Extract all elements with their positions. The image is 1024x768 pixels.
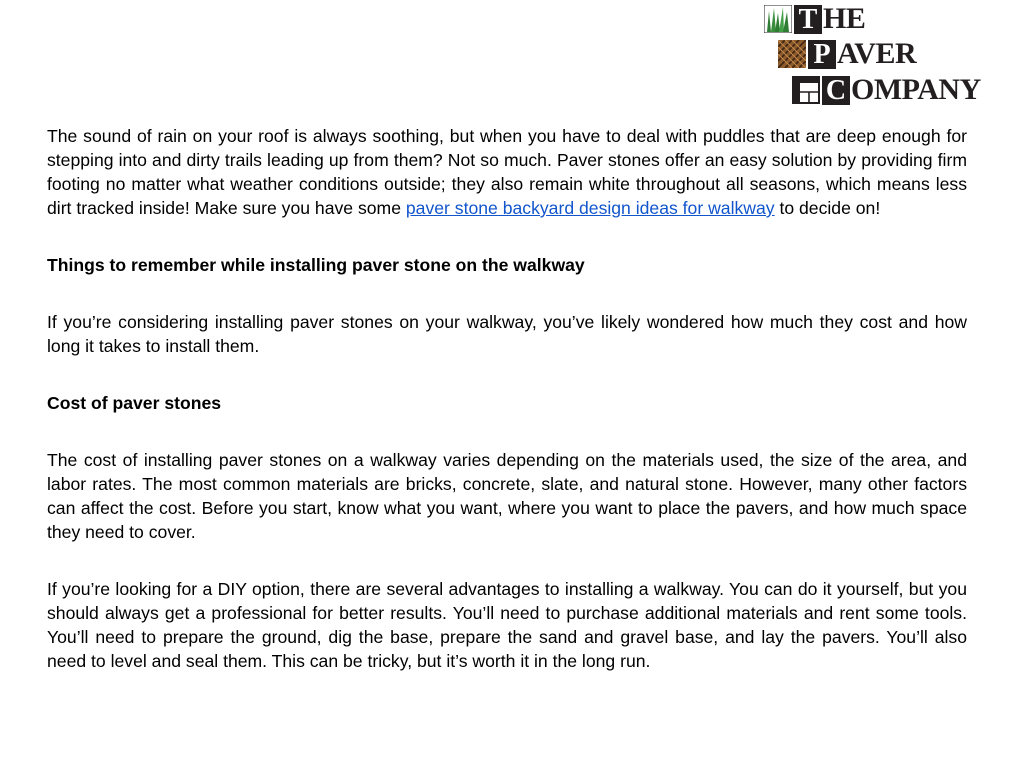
- logo-text-the: HE: [823, 2, 866, 35]
- section-heading-installing: Things to remember while installing paver stone on the walkway: [47, 255, 585, 275]
- logo-row-company: [792, 75, 981, 105]
- section-heading-cost: Cost of paver stones: [47, 393, 222, 413]
- article-body: [47, 124, 967, 706]
- logo-row-the: [764, 4, 865, 34]
- intro-paragraph: [47, 124, 967, 220]
- considering-paragraph: If you’re considering installing paver stones on your walkway, you’ve likely wondered how much they cost and how long it takes to install them.: [47, 312, 967, 356]
- intro-text-before-link: The sound of rain on your roof is always soothing, but when you have to deal with puddles that are deep enough for stepping into and dirty trails leading up from them? Not so much. Paver stones offer an easy solution by providing firm footing no matter what weather conditions outside; they also remain white throughout all seasons, which means less dirt tracked inside! Make sure you have some: [47, 126, 967, 218]
- diy-paragraph: If you’re looking for a DIY option, there are several advantages to installing a walkway. You can do it yourself, but you should always get a professional for better results. You’ll need to purchase additional materials and rent some tools. You’ll need to prepare the ground, dig the base, prepare the sand and gravel base, and lay the pavers. You’ll also need to level and seal them. This can be tricky, but it’s worth it in the long run.: [47, 579, 967, 671]
- logo-row-paver: [778, 39, 916, 69]
- window-grid-icon: [792, 76, 820, 104]
- logo-initial-t: T: [794, 5, 822, 34]
- logo-initial-c: C: [822, 76, 850, 105]
- company-logo: [762, 4, 1002, 108]
- cost-paragraph: The cost of installing paver stones on a walkway varies depending on the materials used, the size of the area, and labor rates. The most common materials are bricks, concrete, slate, and natural stone. However, many other factors can affect the cost. Before you start, know what you want, where you want to place the pavers, and how much space they need to cover.: [47, 450, 967, 542]
- intro-text-after-link: to decide on!: [774, 198, 881, 218]
- logo-text-company: OMPANY: [851, 73, 981, 106]
- logo-text-paver: AVER: [837, 37, 917, 70]
- logo-initial-p: P: [808, 40, 836, 69]
- paver-pattern-icon: [778, 40, 806, 68]
- grass-icon: [764, 5, 792, 33]
- paver-design-ideas-link[interactable]: paver stone backyard design ideas for walkway: [405, 198, 775, 218]
